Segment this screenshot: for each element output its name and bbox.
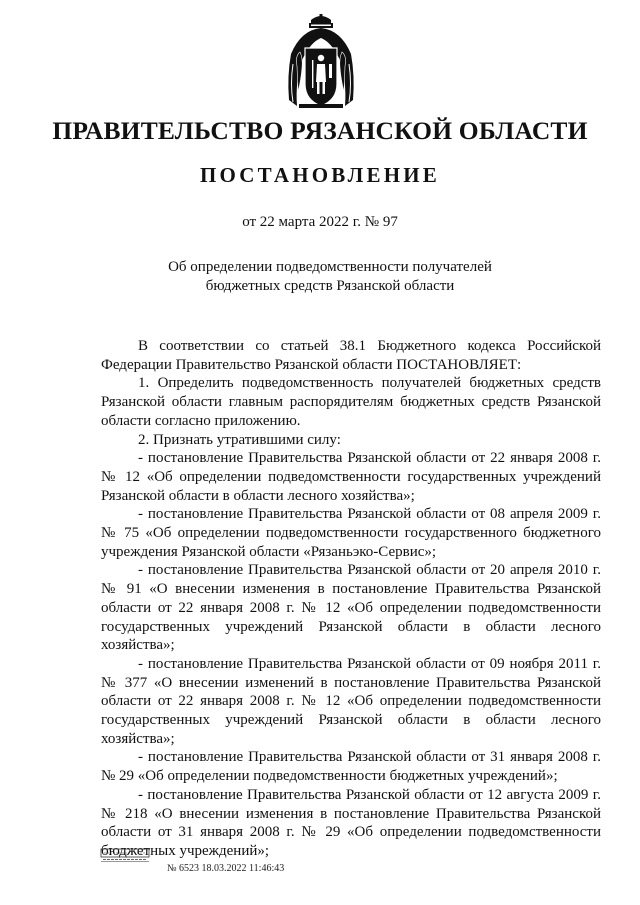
repealed-act-item: - постановление Правительства Рязанской области от 12 августа 2009 г. № 218 «О внесении изменения в постановление Правительства Рязанской области от 31 января 2008 г. № 29 «Об определении подведомственности бюджетных учреждений»; [101,786,601,859]
document-type: ПОСТАНОВЛЕНИЕ [199,163,441,187]
government-title: ПРАВИТЕЛЬСТВО РЯЗАНСКОЙ ОБЛАСТИ [52,116,588,145]
coat-of-arms-icon [285,14,357,110]
repealed-act-item: - постановление Правительства Рязанской области от 20 апреля 2010 г. № 91 «О внесении изменения в постановление Правительства Рязанской области от 22 января 2008 г. № 12 «Об определении подведомственности государственных учреждений Рязанской области в области лесного хозяйства»; [101,562,601,654]
repealed-act-item: - постановление Правительства Рязанской области от 31 января 2008 г. № 29 «Об определении подведомственности бюджетных учреждений»; [101,749,601,785]
document-date-number: от 22 марта 2022 г. № 97 [242,214,398,230]
preamble-paragraph: В соответствии со статьей 38.1 Бюджетного кодекса Российской Федерации Правительство Рязанской области ПОСТАНОВЛЯЕТ: [101,338,601,373]
repealed-act-item: - постановление Правительства Рязанской области от 09 ноября 2011 г. № 377 «О внесении изменений в постановление Правительства Рязанской области от 22 января 2008 г. № 12 «Об определении подведомственности государственных учреждений Рязанской области в области лесного хозяйства»; [101,655,601,747]
subject-line: Об определении подведомственности получателей [168,259,492,275]
repealed-act-item: - постановление Правительства Рязанской области от 22 января 2008 г. № 12 «Об определении подведомственности государственных учреждений Рязанской области в области лесного хозяйства»; [101,450,601,504]
clause-1-paragraph: 1. Определить подведомственность получателей бюджетных средств Рязанской области главным распорядителям бюджетных средств Рязанской области согласно приложению. [101,375,601,429]
registration-footer: № 6523 18.03.2022 11:46:43 [167,863,285,874]
registration-stamp-icon [100,845,150,863]
clause-2-paragraph: 2. Признать утратившими силу: [138,431,341,448]
subject-line: бюджетных средств Рязанской области [205,278,455,294]
repealed-act-item: - постановление Правительства Рязанской области от 08 апреля 2009 г. № 75 «Об определении подведомственности государственного бюджетного учреждения Рязанской области «Рязаньэко-Сервис»; [101,506,601,560]
document-body [101,337,601,861]
document-subject [0,258,640,296]
